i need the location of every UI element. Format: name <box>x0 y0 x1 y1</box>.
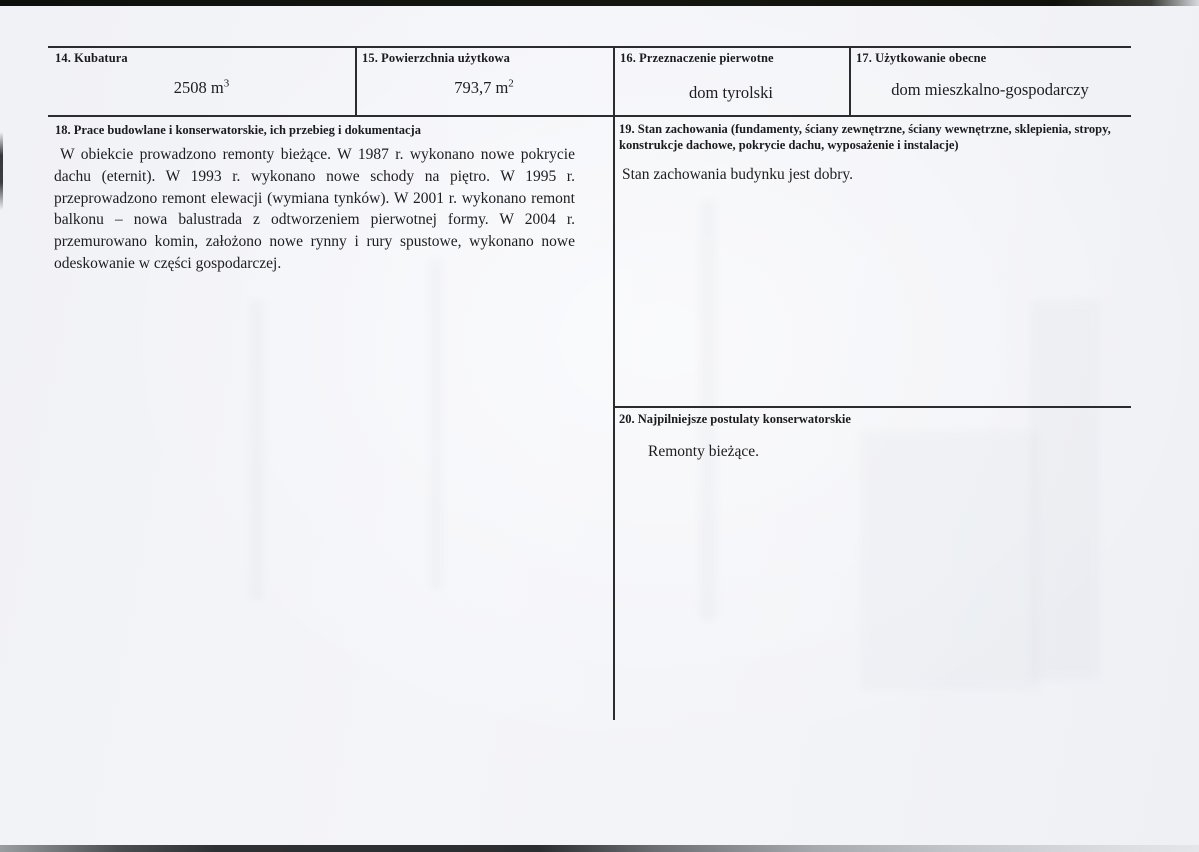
bleed-through-ghost <box>430 260 442 590</box>
section19-label: 19. Stan zachowania (fundamenty, ściany zewnętrzne, ściany wewnętrzne, sklepienia, stropy, konstrukcje dachowe, pokrycie dachu, wyposażenie i instalacje) <box>619 122 1111 152</box>
bleed-through-ghost <box>250 300 264 600</box>
bleed-through-ghost <box>1030 300 1100 680</box>
field16-label: 16. Przeznaczenie pierwotne <box>620 51 774 65</box>
section20-top-border <box>613 406 1131 408</box>
scan-top-edge <box>0 0 1199 6</box>
main-column-divider <box>613 46 615 720</box>
field14-label: 14. Kubatura <box>55 51 128 65</box>
field15-label: 15. Powierzchnia użytkowa <box>362 51 510 65</box>
field14-value-superscript: 3 <box>223 77 230 90</box>
scan-left-edge-artifact <box>0 132 3 210</box>
section19-body: Stan zachowania budynku jest dobry. <box>622 166 854 183</box>
bleed-through-ghost <box>860 430 1040 690</box>
section18-body: W obiekcie prowadzono remonty bieżące. W 1987 r. wykonano nowe pokrycie dachu (eternit). W 1993 r. wykonano nowe schody na piętro. W 1995 r. przeprowadzono remont elewacji (wymiana tynków). W 2001 r. wykonano remont balkonu – nowa balustrada z odtworzeniem pierwotnej formy. W 2004 r. przemurowano komin, założono nowe rynny i rury spustowe, wykonano nowe odeskowanie w części gospodarczej. <box>54 146 575 272</box>
field17-value: dom mieszkalno-gospodarczy <box>891 80 1089 99</box>
field15-value-text: 793,7 m <box>454 78 509 97</box>
field14-value-text: 2508 m <box>173 78 224 97</box>
field15-value <box>355 78 613 98</box>
field17-label: 17. Użytkowanie obecne <box>856 51 987 65</box>
field14-value <box>48 78 355 98</box>
bleed-through-ghost <box>700 200 716 620</box>
section18-label: 18. Prace budowlane i konserwatorskie, ich przebieg i dokumentacja <box>55 123 421 137</box>
field15-value-superscript: 2 <box>508 77 514 90</box>
section20-label: 20. Najpilniejsze postulaty konserwatorskie <box>619 412 851 426</box>
table-top-border <box>48 46 1131 48</box>
scan-bottom-edge <box>0 845 1199 852</box>
section20-body: Remonty bieżące. <box>648 443 760 460</box>
row1-bottom-border <box>48 115 1131 117</box>
field16-value: dom tyrolski <box>689 83 773 102</box>
